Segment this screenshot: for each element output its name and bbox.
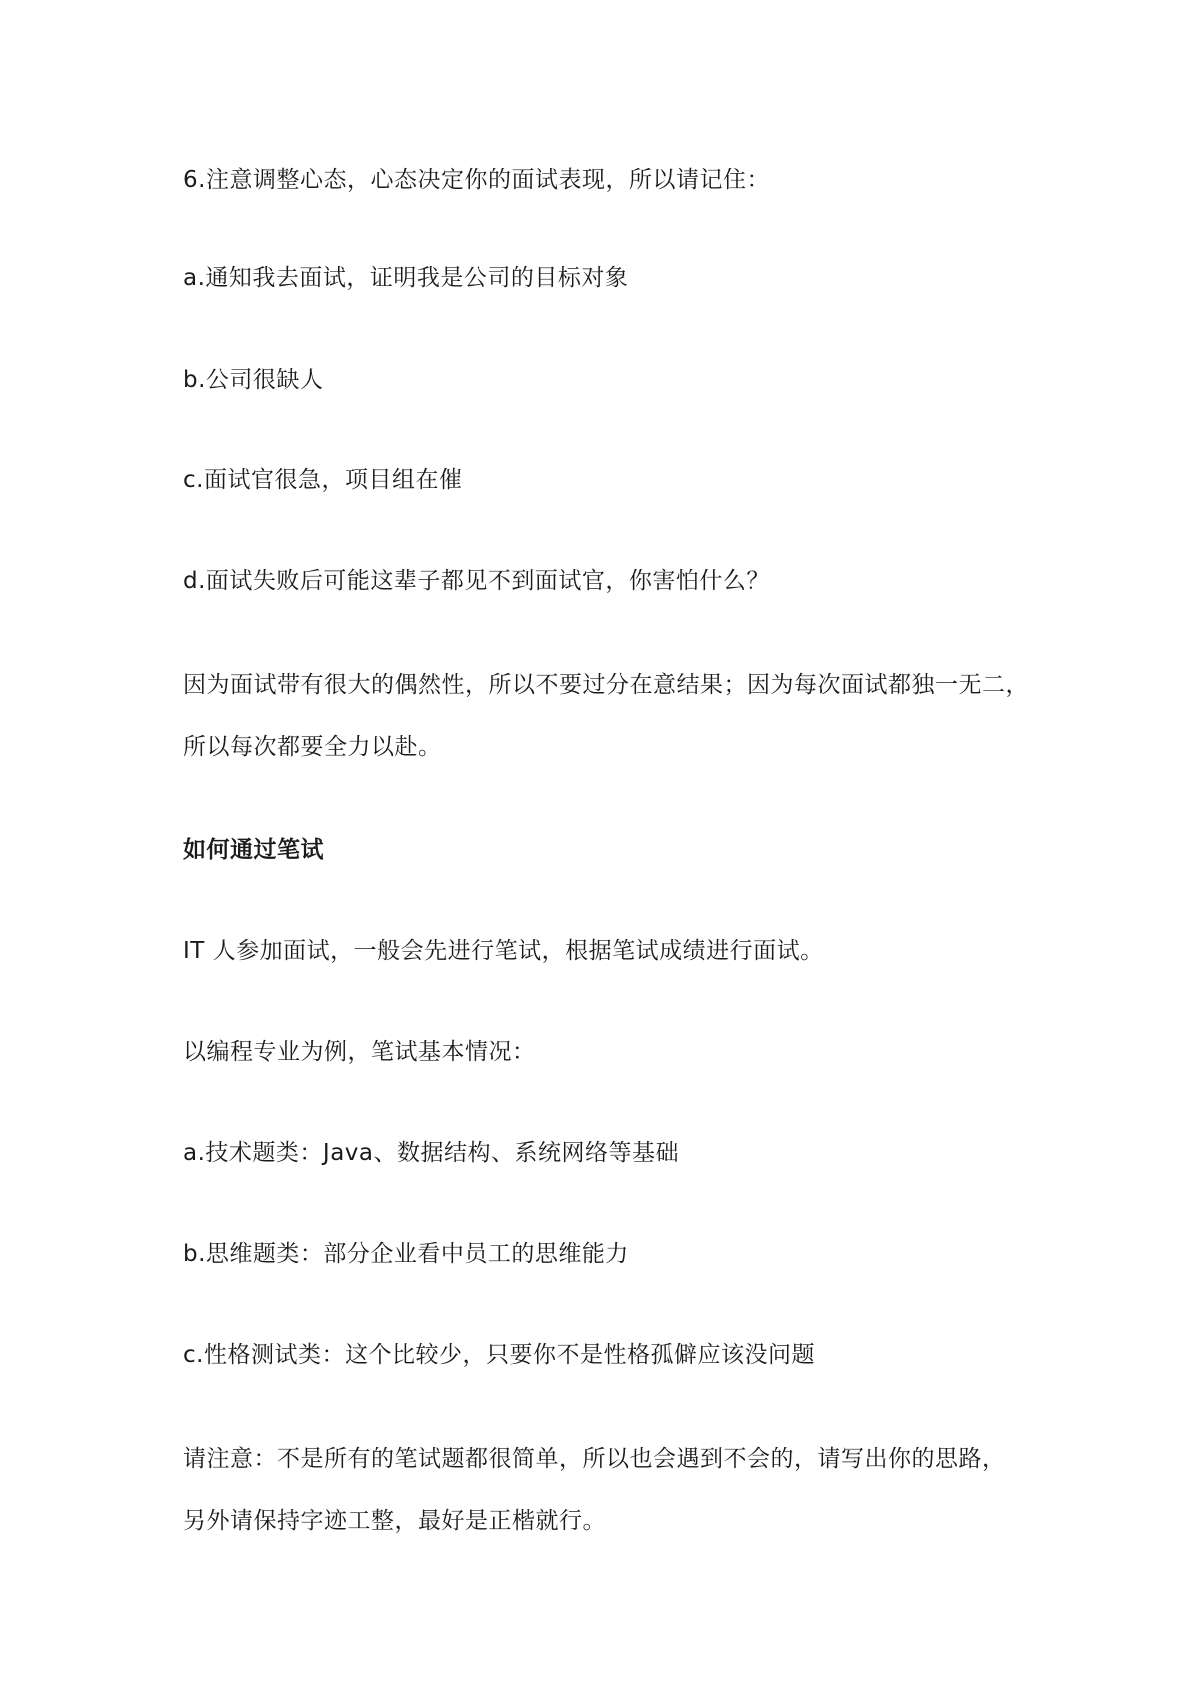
item-a-technical: a.技术题类：Java、数据结构、系统网络等基础 bbox=[183, 1140, 679, 1166]
item-b-short-staffed: b.公司很缺人 bbox=[183, 367, 324, 393]
item-b-thinking: b.思维题类：部分企业看中员工的思维能力 bbox=[183, 1241, 629, 1267]
item-d-no-fear: d.面试失败后可能这辈子都见不到面试官，你害怕什么？ bbox=[183, 568, 770, 594]
paragraph-chance-line-2: 所以每次都要全力以赴。 bbox=[183, 734, 442, 760]
section-heading-written-test: 如何通过笔试 bbox=[183, 837, 324, 863]
item-a-target: a.通知我去面试，证明我是公司的目标对象 bbox=[183, 265, 629, 291]
paragraph-chance-line-1: 因为面试带有很大的偶然性，所以不要过分在意结果；因为每次面试都独一无二， bbox=[183, 672, 1029, 698]
item-c-personality: c.性格测试类：这个比较少，只要你不是性格孤僻应该没问题 bbox=[183, 1342, 815, 1368]
paragraph-it-interview: IT 人参加面试，一般会先进行笔试，根据笔试成绩进行面试。 bbox=[183, 938, 824, 964]
point-6-mindset: 6.注意调整心态，心态决定你的面试表现，所以请记住： bbox=[183, 167, 770, 193]
item-c-urgent: c.面试官很急，项目组在催 bbox=[183, 467, 463, 493]
paragraph-note-line-2: 另外请保持字迹工整，最好是正楷就行。 bbox=[183, 1508, 606, 1534]
paragraph-programming-example: 以编程专业为例，笔试基本情况： bbox=[183, 1039, 536, 1065]
paragraph-note-line-1: 请注意：不是所有的笔试题都很简单，所以也会遇到不会的，请写出你的思路， bbox=[183, 1446, 1006, 1472]
